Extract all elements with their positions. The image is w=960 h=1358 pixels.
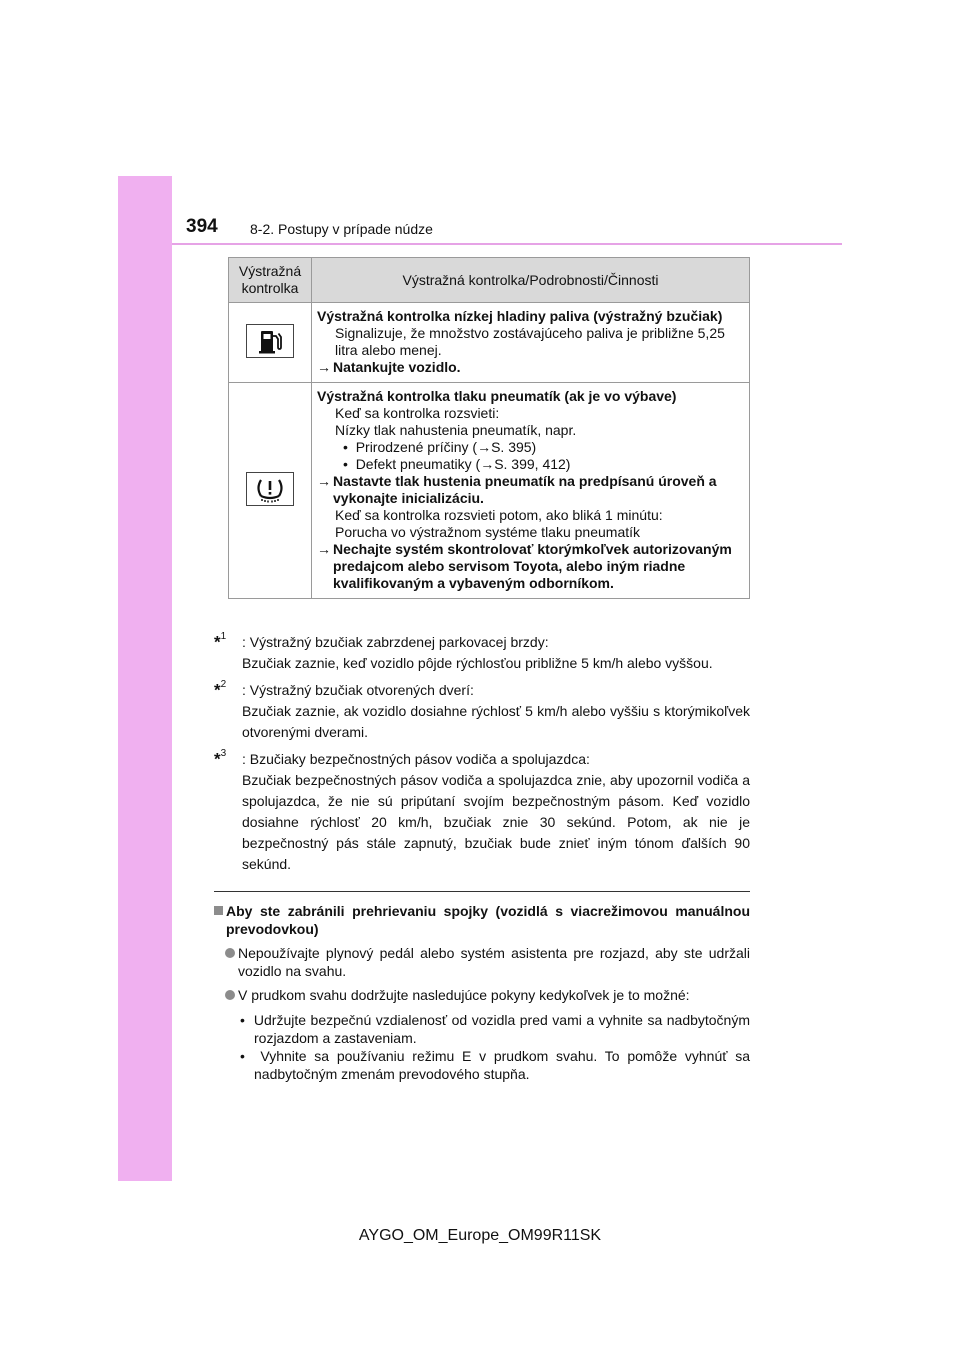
- footnote-body: Bzučiak zaznie, ak vozidlo dosiahne rýchlosť 5 km/h alebo vyššiu s ktorýmikoľvek otvorenými dverami.: [242, 703, 750, 740]
- tire-line-2: Nízky tlak nahustenia pneumatík, napr.: [335, 422, 577, 438]
- footnote-mark: *$^2$: [214, 679, 227, 700]
- arrow-icon: →: [477, 439, 492, 455]
- icon-cell: [229, 383, 312, 599]
- square-bullet-icon: [214, 906, 223, 915]
- tire-line-1: Keď sa kontrolka rozsvieti:: [335, 405, 500, 421]
- page-number: 394: [186, 216, 218, 237]
- tip-sub-item: • Vyhnite sa používaniu režimu E v prudkom svahu. To pomôže vyhnúť sa nadbytočným zmenám prevodového stupňa.: [240, 1048, 750, 1082]
- footnote-mark: *$^1$: [214, 631, 227, 652]
- clutch-tips: [214, 902, 750, 1083]
- footnote-lead: : Výstražný bzučiak zabrzdenej parkovacej brzdy:: [242, 634, 549, 650]
- circle-bullet-icon: [225, 990, 235, 1000]
- header-rule: [172, 243, 842, 245]
- section-divider: [214, 891, 750, 892]
- tip-item: V prudkom svahu dodržujte nasledujúce pokyny kedykoľvek je to možné:: [214, 986, 750, 1004]
- tire-warning-title: Výstražná kontrolka tlaku pneumatík (ak je vo výbave): [317, 388, 677, 404]
- side-band: [118, 176, 172, 1181]
- fuel-warning-desc: Signalizuje, že množstvo zostávajúceho paliva je približne 5,25 litra alebo menej.: [335, 325, 725, 358]
- footnote-lead: : Výstražný bzučiak otvorených dverí:: [242, 682, 474, 698]
- tire-line-4: Porucha vo výstražnom systéme tlaku pneumatík: [335, 524, 641, 540]
- fuel-warning-action: [317, 359, 745, 376]
- table-row: [229, 383, 750, 599]
- arrow-icon: →: [317, 541, 331, 557]
- tire-pressure-icon: [246, 472, 294, 506]
- table-row: [229, 303, 750, 383]
- fuel-warning-action-text: Natankujte vozidlo.: [333, 359, 461, 375]
- bullet-icon: •: [343, 439, 348, 455]
- footnote: [214, 632, 750, 674]
- fuel-pump-icon: [246, 324, 294, 358]
- fuel-warning-title: Výstražná kontrolka nízkej hladiny paliva (výstražný bzučiak): [317, 308, 723, 324]
- arrow-icon: →: [480, 456, 495, 472]
- arrow-icon: →: [317, 359, 331, 375]
- tire-action-2-text: Nechajte systém skontrolovať ktorýmkoľvek autorizovaným predajcom alebo servisom Toyota, alebo iným riadne kvalifikovaným a vybaveným odborníkom.: [333, 541, 732, 591]
- footnote-mark: *$^3$: [214, 748, 227, 769]
- footnote-body: Bzučiak bezpečnostných pásov vodiča a spolujazdca znie, aby upozornil vodiča a spolujazdca, že nie sú pripútaní svojím bezpečnostným pásom. Keď vozidlo dosiahne rýchlosť 20 km/h, bzučiak znie 30 sekúnd. Potom, ak nie je bezpečnostný pás stále zapnutý, bzučiak bude znieť iným tónom ďalších 90 sekúnd.: [242, 772, 750, 872]
- tire-warning-text: [312, 383, 750, 599]
- tips-heading: Aby ste zabránili prehrievaniu spojky (vozidlá s viacrežimovou manuálnou prevodovkou): [214, 902, 750, 938]
- tire-line-3: Keď sa kontrolka rozsvieti potom, ako bliká 1 minútu:: [335, 507, 663, 523]
- document-footer: AYGO_OM_Europe_OM99R11SK: [358, 1227, 602, 1244]
- col-header-details: Výstražná kontrolka/Podrobnosti/Činnosti: [312, 258, 750, 303]
- bullet-icon: •: [240, 1012, 245, 1028]
- section-title: 8-2. Postupy v prípade núdze: [250, 221, 433, 237]
- footnote: [214, 680, 750, 743]
- bullet-icon: •: [343, 456, 348, 472]
- footnote-body: Bzučiak zaznie, keď vozidlo pôjde rýchlosťou približne 5 km/h alebo vyššou.: [242, 655, 713, 671]
- tip-sub-item: • Udržujte bezpečnú vzdialenosť od vozidla pred vami a vyhnite sa nadbytočným rozjazdom a zastaveniam.: [240, 1012, 751, 1046]
- tip-item: Nepoužívajte plynový pedál alebo systém asistenta pre rozjazd, aby ste udržali vozidlo na svahu.: [214, 944, 750, 980]
- tire-action-1: [317, 473, 745, 507]
- page-ref[interactable]: S. 395): [491, 439, 537, 455]
- tire-action-1-text: Nastavte tlak hustenia pneumatík na predpísanú úroveň a vykonajte inicializáciu.: [333, 473, 717, 506]
- bullet-icon: •: [240, 1048, 245, 1064]
- tire-bullet-1: • Prirodzené príčiny (→S. 395): [343, 439, 537, 455]
- table-header-row: [229, 258, 750, 303]
- circle-bullet-icon: [225, 948, 235, 958]
- col-header-indicator: Výstražná kontrolka: [229, 258, 312, 303]
- icon-cell: [229, 303, 312, 383]
- footnote: [214, 749, 750, 875]
- footnote-lead: : Bzučiaky bezpečnostných pásov vodiča a spolujazdca:: [242, 751, 590, 767]
- tire-action-2: [317, 541, 745, 592]
- footnotes: [214, 632, 750, 881]
- arrow-icon: →: [317, 473, 331, 489]
- tire-bullet-2: • Defekt pneumatiky (→S. 399, 412): [343, 456, 571, 472]
- fuel-warning-text: [312, 303, 750, 383]
- page-ref[interactable]: S. 399, 412): [494, 456, 571, 472]
- warning-lights-table: [228, 257, 750, 599]
